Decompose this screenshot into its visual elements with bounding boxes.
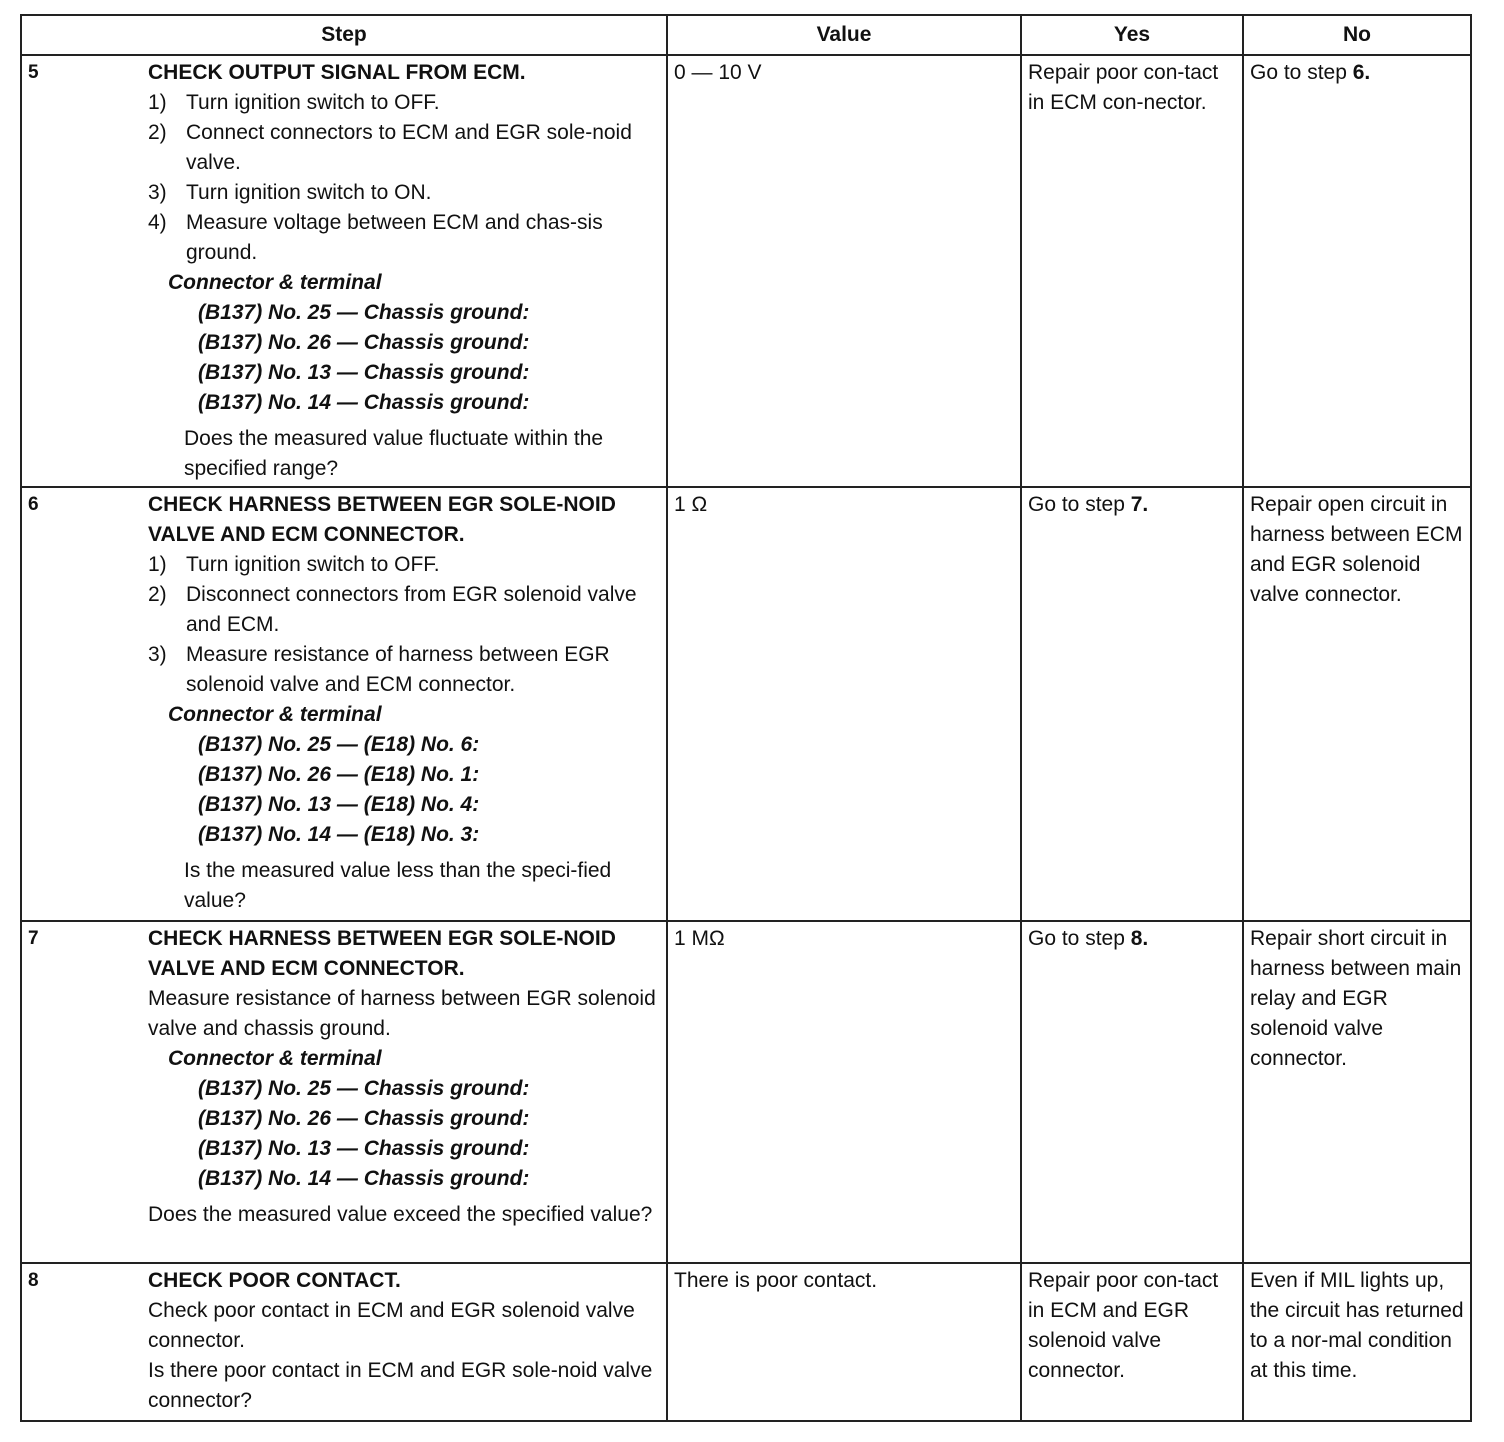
yes-cell: Repair poor con-tact in ECM and EGR solenoid valve connector. xyxy=(1021,1263,1243,1421)
goto-text: Go to step xyxy=(1028,927,1131,950)
step-cell xyxy=(21,1263,667,1421)
connector-label: Connector & terminal xyxy=(168,703,382,726)
no-cell: Repair open circuit in harness between ECM and EGR solenoid valve connector. xyxy=(1243,487,1471,921)
yes-cell xyxy=(1021,921,1243,1263)
terminal-line: (B137) No. 25 — Chassis ground: xyxy=(198,301,530,324)
diagnostic-table xyxy=(20,14,1472,1422)
connector-label: Connector & terminal xyxy=(168,271,382,294)
step-question: Does the measured value exceed the specified value? xyxy=(148,1203,653,1226)
procedure-item xyxy=(148,208,660,268)
header-step: Step xyxy=(21,15,667,55)
table-row xyxy=(21,921,1471,1263)
procedure-number: 3) xyxy=(148,181,167,204)
step-number: 7 xyxy=(28,928,39,949)
goto-text: Go to step xyxy=(1028,493,1131,516)
step-cell xyxy=(21,487,667,921)
value-cell: 1 MΩ xyxy=(667,921,1021,1263)
step-cell xyxy=(21,921,667,1263)
step-cell xyxy=(21,55,667,487)
yes-cell: Repair poor con-tact in ECM con-nector. xyxy=(1021,55,1243,487)
header-no: No xyxy=(1243,15,1471,55)
step-title: CHECK HARNESS BETWEEN EGR SOLE-NOID VALVE AND ECM CONNECTOR. xyxy=(148,927,616,980)
procedure-number: 3) xyxy=(148,643,167,666)
terminal-line: (B137) No. 14 — (E18) No. 3: xyxy=(198,823,480,846)
procedure-text: Turn ignition switch to OFF. xyxy=(186,553,440,576)
terminal-line: (B137) No. 26 — Chassis ground: xyxy=(198,331,530,354)
procedure-item xyxy=(148,640,660,700)
step-intro: Measure resistance of harness between EGR solenoid valve and chassis ground. xyxy=(148,987,656,1040)
terminal-line: (B137) No. 26 — Chassis ground: xyxy=(198,1107,530,1130)
yes-cell xyxy=(1021,487,1243,921)
goto-step: 7. xyxy=(1130,493,1149,516)
procedure-number: 4) xyxy=(148,211,167,234)
procedure-text: Turn ignition switch to ON. xyxy=(186,181,432,204)
step-number: 6 xyxy=(28,494,39,515)
procedure-text: Measure voltage between ECM and chas-sis ground. xyxy=(186,211,603,264)
value-cell: 0 — 10 V xyxy=(667,55,1021,487)
step-title: CHECK POOR CONTACT. xyxy=(148,1269,401,1292)
no-cell: Repair short circuit in harness between main relay and EGR solenoid valve connector. xyxy=(1243,921,1471,1263)
step-title: CHECK HARNESS BETWEEN EGR SOLE-NOID VALVE AND ECM CONNECTOR. xyxy=(148,493,616,546)
terminal-line: (B137) No. 25 — (E18) No. 6: xyxy=(198,733,480,756)
value-cell: There is poor contact. xyxy=(667,1263,1021,1421)
terminal-line: (B137) No. 14 — Chassis ground: xyxy=(198,1167,530,1190)
goto-text: Go to step xyxy=(1250,61,1353,84)
procedure-number: 1) xyxy=(148,91,167,114)
step-number: 5 xyxy=(28,62,39,83)
procedure-text: Connect connectors to ECM and EGR sole-noid valve. xyxy=(186,121,632,174)
step-question: Is the measured value less than the speci-fied value? xyxy=(184,859,612,912)
step-question: Does the measured value fluctuate within the specified range? xyxy=(184,427,604,480)
terminal-line: (B137) No. 14 — Chassis ground: xyxy=(198,391,530,414)
goto-step: 6. xyxy=(1352,61,1371,84)
terminal-line: (B137) No. 13 — Chassis ground: xyxy=(198,1137,530,1160)
step-title: CHECK OUTPUT SIGNAL FROM ECM. xyxy=(148,61,526,84)
procedure-item xyxy=(148,550,660,580)
header-row xyxy=(21,15,1471,55)
procedure-text: Measure resistance of harness between EGR solenoid valve and ECM connector. xyxy=(186,643,610,696)
procedure-number: 2) xyxy=(148,583,167,606)
table-row xyxy=(21,1263,1471,1421)
procedure-item xyxy=(148,118,660,178)
connector-label: Connector & terminal xyxy=(168,1047,382,1070)
goto-step: 8. xyxy=(1130,927,1149,950)
header-yes: Yes xyxy=(1021,15,1243,55)
procedure-text: Disconnect connectors from EGR solenoid valve and ECM. xyxy=(186,583,637,636)
step-intro: Check poor contact in ECM and EGR solenoid valve connector. xyxy=(148,1299,635,1352)
procedure-number: 1) xyxy=(148,553,167,576)
step-question: Is there poor contact in ECM and EGR sole-noid valve connector? xyxy=(148,1359,653,1412)
no-cell xyxy=(1243,55,1471,487)
table-row xyxy=(21,487,1471,921)
step-number: 8 xyxy=(28,1270,39,1291)
terminal-line: (B137) No. 13 — Chassis ground: xyxy=(198,361,530,384)
terminal-line: (B137) No. 26 — (E18) No. 1: xyxy=(198,763,480,786)
table-row xyxy=(21,55,1471,487)
procedure-text: Turn ignition switch to OFF. xyxy=(186,91,440,114)
procedure-item xyxy=(148,178,660,208)
procedure-item xyxy=(148,580,660,640)
procedure-number: 2) xyxy=(148,121,167,144)
procedure-item xyxy=(148,88,660,118)
value-cell: 1 Ω xyxy=(667,487,1021,921)
no-cell: Even if MIL lights up, the circuit has returned to a nor-mal condition at this time. xyxy=(1243,1263,1471,1421)
terminal-line: (B137) No. 25 — Chassis ground: xyxy=(198,1077,530,1100)
header-value: Value xyxy=(667,15,1021,55)
terminal-line: (B137) No. 13 — (E18) No. 4: xyxy=(198,793,480,816)
